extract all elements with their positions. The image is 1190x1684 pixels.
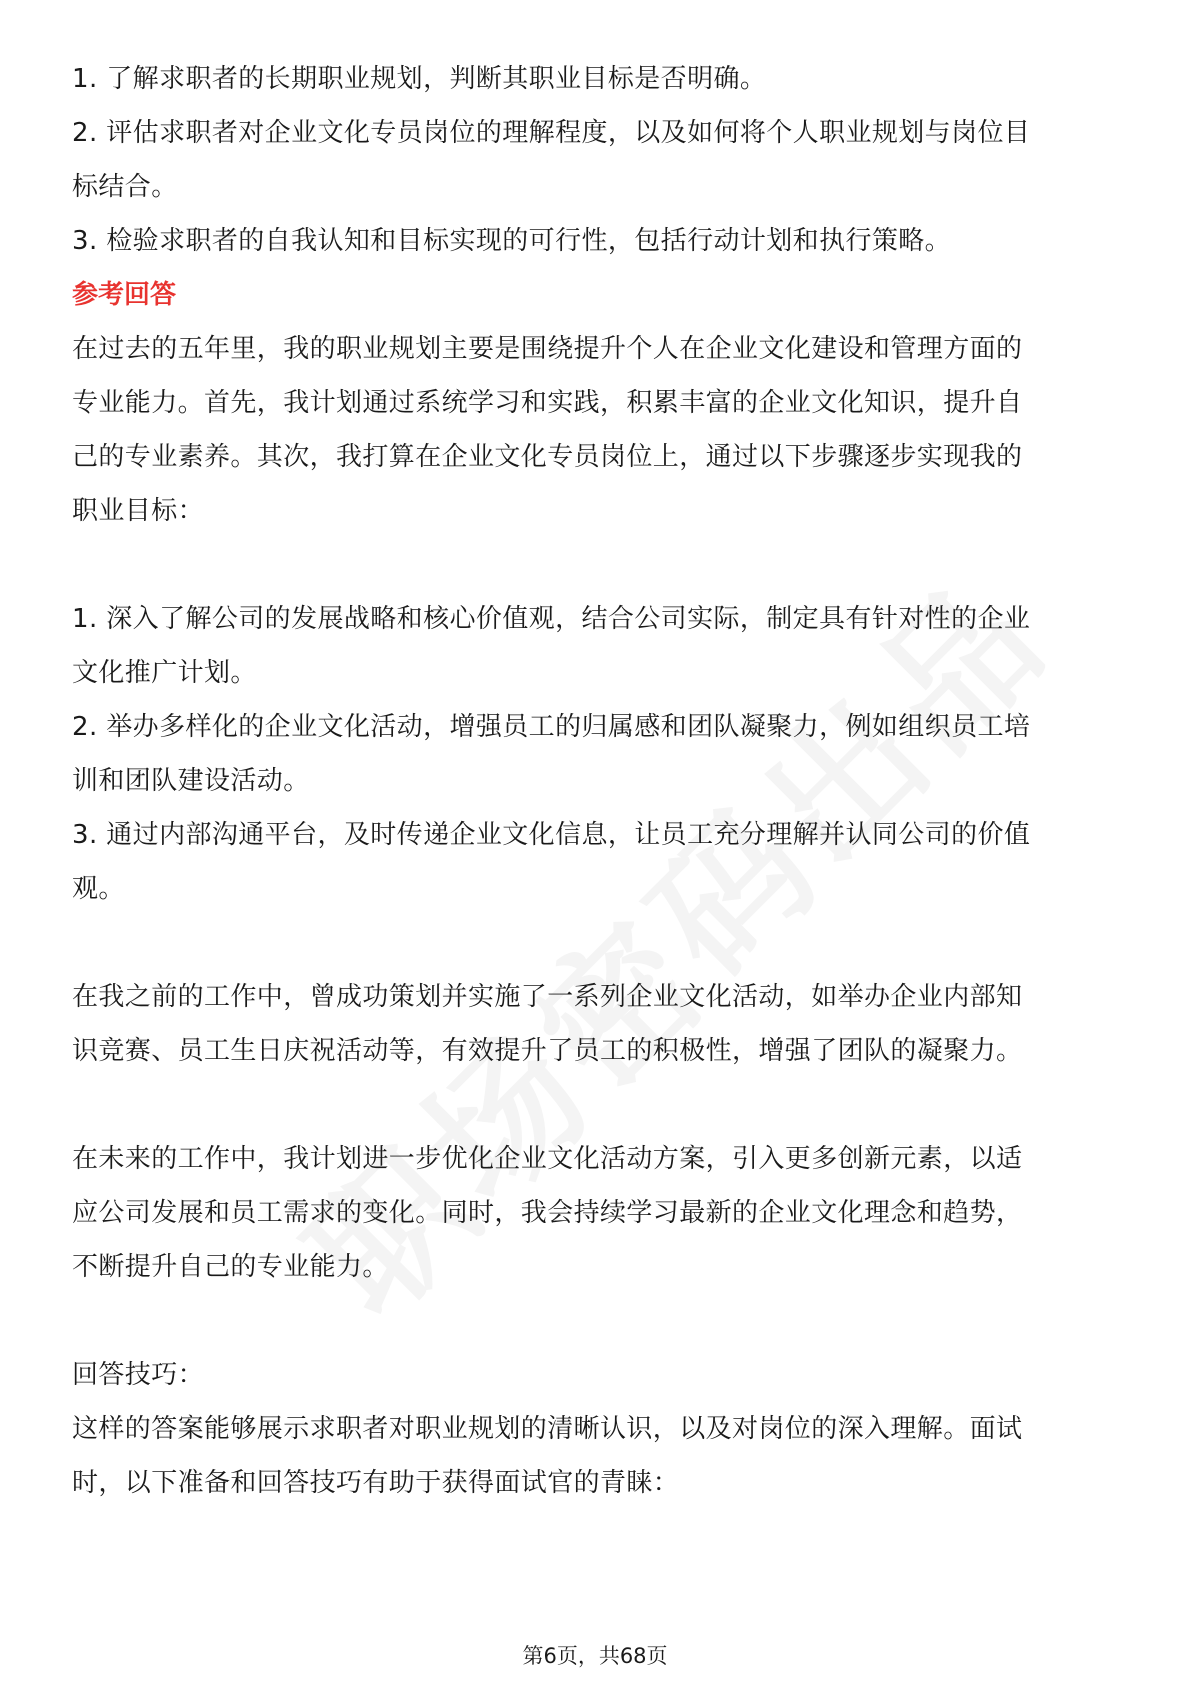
reference-answer-heading: 参考回答 — [72, 280, 177, 310]
answer-paragraph-line: 在过去的五年里，我的职业规划主要是围绕提升个人在企业文化建设和管理方面的 — [72, 334, 1023, 364]
spacer — [72, 1294, 1118, 1348]
step-list-item: 2. 举办多样化的企业文化活动，增强员工的归属感和团队凝聚力，例如组织员工培 — [72, 712, 1031, 742]
spacer — [72, 916, 1118, 970]
experience-paragraph-line: 在我之前的工作中，曾成功策划并实施了一系列企业文化活动，如举办企业内部知 — [72, 982, 1023, 1012]
future-paragraph-line: 在未来的工作中，我计划进一步优化企业文化活动方案，引入更多创新元素，以适 — [72, 1144, 1023, 1174]
spacer — [72, 1078, 1118, 1132]
tips-paragraph-line: 这样的答案能够展示求职者对职业规划的清晰认识，以及对岗位的深入理解。面试 — [72, 1414, 1023, 1444]
intro-list-item: 3. 检验求职者的自我认知和目标实现的可行性，包括行动计划和执行策略。 — [72, 226, 952, 256]
page-number: 第6页，共68页 — [522, 1644, 668, 1668]
tips-heading: 回答技巧： — [72, 1360, 205, 1390]
step-list-item: 观。 — [72, 874, 125, 904]
step-list-item: 1. 深入了解公司的发展战略和核心价值观，结合公司实际，制定具有针对性的企业 — [72, 604, 1031, 634]
tips-paragraph-line: 时，以下准备和回答技巧有助于获得面试官的青睐： — [72, 1468, 680, 1498]
future-paragraph-line: 不断提升自己的专业能力。 — [72, 1252, 389, 1282]
step-list-item: 训和团队建设活动。 — [72, 766, 310, 796]
document-page — [72, 52, 1118, 1510]
intro-list-item: 1. 了解求职者的长期职业规划，判断其职业目标是否明确。 — [72, 64, 767, 94]
experience-paragraph-line: 识竞赛、员工生日庆祝活动等，有效提升了员工的积极性，增强了团队的凝聚力。 — [72, 1036, 1023, 1066]
step-list-item: 文化推广计划。 — [72, 658, 257, 688]
future-paragraph-line: 应公司发展和员工需求的变化。同时，我会持续学习最新的企业文化理念和趋势， — [72, 1198, 1023, 1228]
spacer — [72, 538, 1118, 592]
step-list-item: 3. 通过内部沟通平台，及时传递企业文化信息，让员工充分理解并认同公司的价值 — [72, 820, 1031, 850]
answer-paragraph-line: 己的专业素养。其次，我打算在企业文化专员岗位上，通过以下步骤逐步实现我的 — [72, 442, 1023, 472]
intro-list-item: 标结合。 — [72, 172, 178, 202]
answer-paragraph-line: 专业能力。首先，我计划通过系统学习和实践，积累丰富的企业文化知识，提升自 — [72, 388, 1023, 418]
intro-list-item: 2. 评估求职者对企业文化专员岗位的理解程度，以及如何将个人职业规划与岗位目 — [72, 118, 1031, 148]
answer-paragraph-line: 职业目标： — [72, 496, 205, 526]
